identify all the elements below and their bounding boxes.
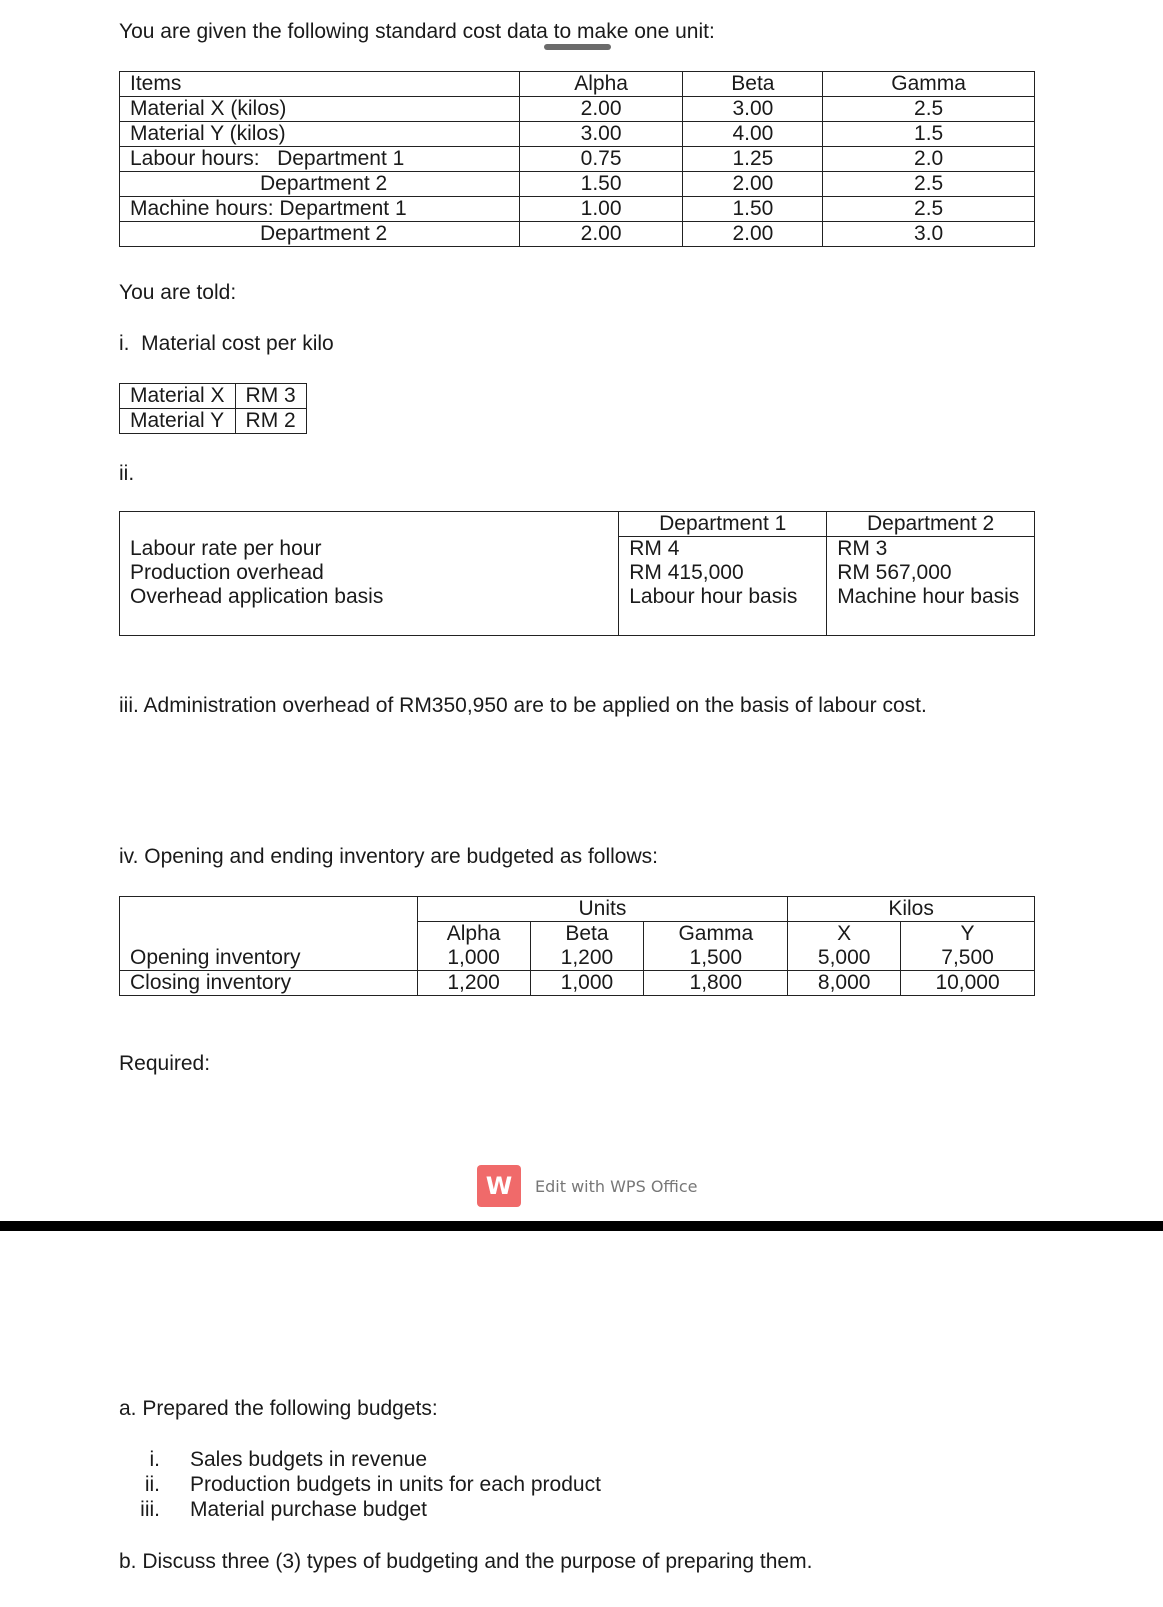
row-label: Material X (kilos) (120, 97, 520, 122)
cell-dept2: RM 567,000 (827, 561, 1035, 585)
cell-value: 1,200 (417, 971, 530, 996)
row-label: Department 2 (120, 172, 520, 197)
cell-dept1: RM 4 (619, 537, 827, 562)
row-label: Labour hours: Department 1 (120, 147, 520, 172)
header-alpha: Alpha (519, 72, 683, 97)
cell-value: 1,000 (530, 971, 644, 996)
header-gamma: Gamma (644, 922, 788, 947)
table-row (120, 512, 1035, 537)
table-row (120, 122, 1035, 147)
cell-alpha: 3.00 (519, 122, 683, 147)
cell-alpha: 2.00 (519, 222, 683, 247)
table-row (120, 897, 1035, 922)
scroll-thumb[interactable] (544, 44, 611, 50)
cell-dept1: Labour hour basis (619, 585, 827, 636)
page-divider (0, 1221, 1163, 1231)
material-cost-table (119, 383, 307, 434)
cell-beta: 4.00 (683, 122, 823, 147)
cell-gamma: 2.5 (823, 197, 1035, 222)
department-table (119, 511, 1035, 636)
header-dept2: Department 2 (827, 512, 1035, 537)
table-row (120, 922, 1035, 947)
material-value: RM 3 (235, 384, 306, 409)
header-x: X (788, 922, 901, 947)
row-label: Machine hours: Department 1 (120, 197, 520, 222)
row-label: Opening inventory (120, 946, 418, 971)
material-label: Material X (120, 384, 236, 409)
table-row (120, 585, 1035, 636)
wps-label: Edit with WPS Office (535, 1176, 698, 1196)
cell-gamma: 2.5 (823, 97, 1035, 122)
cell-value: 1,200 (530, 946, 644, 971)
header-gamma: Gamma (823, 72, 1035, 97)
table-row (120, 946, 1035, 971)
cell-value: 1,000 (417, 946, 530, 971)
inventory-table (119, 896, 1035, 996)
wps-edit-button[interactable] (477, 1165, 698, 1207)
list-number: iii. (140, 1498, 160, 1521)
table-row (120, 172, 1035, 197)
item-iii: iii. Administration overhead of RM350,950 are to be applied on the basis of labour cost. (119, 694, 927, 717)
header-units: Units (417, 897, 788, 922)
table-row (120, 561, 1035, 585)
cell-value: 5,000 (788, 946, 901, 971)
cell-beta: 3.00 (683, 97, 823, 122)
material-value: RM 2 (235, 409, 306, 434)
header-y: Y (901, 922, 1035, 947)
cell-beta: 1.25 (683, 147, 823, 172)
cell-value: 7,500 (901, 946, 1035, 971)
row-label: Production overhead (120, 561, 619, 585)
standard-cost-table (119, 71, 1035, 247)
item-iv: iv. Opening and ending inventory are budgeted as follows: (119, 845, 658, 868)
header-dept1: Department 1 (619, 512, 827, 537)
cell-value: 8,000 (788, 971, 901, 996)
part-b: b. Discuss three (3) types of budgeting and the purpose of preparing them. (119, 1550, 813, 1573)
cell-value: 1,800 (644, 971, 788, 996)
told-text: You are told: (119, 281, 237, 304)
cell-gamma: 3.0 (823, 222, 1035, 247)
table-row (120, 147, 1035, 172)
cell-gamma: 2.5 (823, 172, 1035, 197)
header-kilos: Kilos (788, 897, 1035, 922)
row-label: Overhead application basis (120, 585, 619, 636)
cell-dept1: RM 415,000 (619, 561, 827, 585)
cell-gamma: 2.0 (823, 147, 1035, 172)
table-row (120, 971, 1035, 996)
table-row (120, 97, 1035, 122)
cell-gamma: 1.5 (823, 122, 1035, 147)
header-beta: Beta (683, 72, 823, 97)
cell-dept2: RM 3 (827, 537, 1035, 562)
row-label: Closing inventory (120, 971, 418, 996)
table-row (120, 222, 1035, 247)
row-label: Department 2 (120, 222, 520, 247)
cell-alpha: 1.50 (519, 172, 683, 197)
cell-beta: 2.00 (683, 222, 823, 247)
row-label: Labour rate per hour (120, 537, 619, 562)
header-blank (120, 512, 619, 537)
required-text: Required: (119, 1052, 211, 1075)
item-i: i. Material cost per kilo (119, 332, 334, 355)
table-row (120, 409, 307, 434)
table-row (120, 384, 307, 409)
list-text: Material purchase budget (190, 1498, 427, 1521)
table-row (120, 72, 1035, 97)
intro-text: You are given the following standard cost data to make one unit: (119, 20, 715, 43)
row-label: Material Y (kilos) (120, 122, 520, 147)
item-ii: ii. (119, 462, 135, 485)
cell-dept2: Machine hour basis (827, 585, 1035, 636)
cell-alpha: 2.00 (519, 97, 683, 122)
header-items: Items (120, 72, 520, 97)
cell-alpha: 1.00 (519, 197, 683, 222)
header-beta: Beta (530, 922, 644, 947)
part-a: a. Prepared the following budgets: (119, 1397, 438, 1420)
list-number: ii. (144, 1473, 160, 1496)
header-blank (120, 897, 418, 922)
cell-beta: 2.00 (683, 172, 823, 197)
cell-value: 10,000 (901, 971, 1035, 996)
table-row (120, 197, 1035, 222)
cell-alpha: 0.75 (519, 147, 683, 172)
header-blank (120, 922, 418, 947)
wps-logo-icon: W (477, 1165, 521, 1207)
list-text: Sales budgets in revenue (190, 1448, 427, 1471)
cell-value: 1,500 (644, 946, 788, 971)
table-row (120, 537, 1035, 562)
list-text: Production budgets in units for each product (190, 1473, 601, 1496)
cell-beta: 1.50 (683, 197, 823, 222)
header-alpha: Alpha (417, 922, 530, 947)
material-label: Material Y (120, 409, 236, 434)
list-number: i. (149, 1448, 160, 1471)
